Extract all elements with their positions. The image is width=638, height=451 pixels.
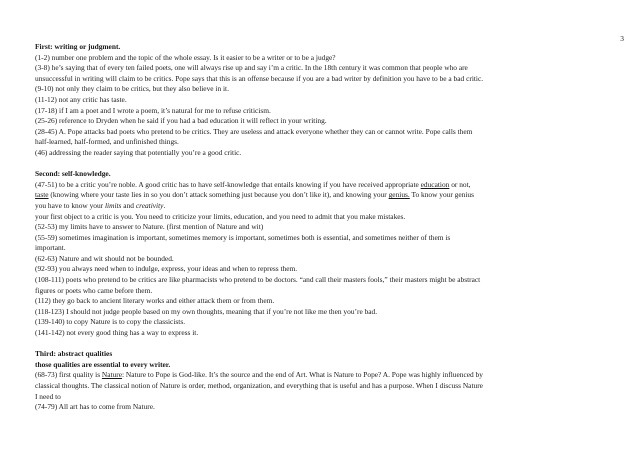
note-line: (141-142) not every good thing has a way to express it. [35,328,199,338]
note-line: I need to [35,391,61,401]
section-abstract-qualities [35,349,607,413]
note-line: (1-2) number one problem and the topic of the whole essay. Is it easier to be a writer or to be a judge? [35,52,336,62]
section-heading: First: writing or judgment. [35,42,121,51]
page-number: 3 [620,34,624,43]
note-line: half-learned, half-formed, and unfinished things. [35,137,179,147]
underlined-term-taste: taste [35,190,49,200]
section-subheading: those qualities are essential to every writer. [35,359,171,369]
note-line: classical thoughts. The classical notion of Nature is order, method, organization, and everything that is useful and has a purpose. When I discuss Nature [35,381,483,390]
note-line: (139-140) to copy Nature is to copy the classicists. [35,317,186,327]
text-run: and [121,200,136,210]
underlined-term-education: education [420,179,450,189]
note-line: (55-59) sometimes imagination is important, sometimes memory is important, sometimes both is essential, and sometimes neither of them is [35,232,451,242]
note-line: figures or poets who came before them. [35,285,153,295]
text-run: (47-51) to be a critic you’re noble. A good critic has to have self-knowledge that entails knowing if you have received appropriate [35,179,421,189]
note-line: (108-111) poets who pretend to be critics are like pharmacists who pretend to be doctors. “and call their masters fools,” their masters might be abstract [35,275,481,285]
note-line: your first object to a critic is you. You need to criticize your limits, education, and you need to admit that you make mistakes. [35,211,406,221]
text-run: (68-73) first quality is [35,370,102,380]
section-heading: Third: abstract qualities [35,349,113,359]
note-line: (17-18) if I am a poet and I wrote a poem, it’s natural for me to refuse criticism. [35,105,271,115]
note-line: (25-26) reference to Dryden when he said if you had a bad education it will reflect in your writing. [35,116,327,126]
underlined-term-genius: genius. [388,190,410,200]
note-line [35,370,607,381]
italic-term-creativity: creativity [135,200,164,210]
section-self-knowledge [35,169,607,339]
text-run: : Nature to Pope is God-like. It’s the source and the end of Art. What is Nature to Pope? A. Pope was highly influenced by [122,370,483,380]
text-run: To know your genius [409,190,474,200]
note-line [35,201,607,212]
note-line: (52-53) my limits have to answer to Nature. (first mention of Nature and wit) [35,222,264,232]
note-line: (92-93) you always need when to indulge, express, your ideas and when to repress them. [35,264,298,274]
note-line: important. [35,243,66,253]
text-run: (knowing where your taste lies in so you don’t attack something just because you don’t like it), and knowing your [48,190,389,200]
text-run: or not, [449,179,471,189]
note-line [35,190,607,201]
note-line: (118-123) I should not judge people based on my own thoughts, meaning that if you’re not like me then you’re bad. [35,306,378,316]
note-line: (28-45) A. Pope attacks bad poets who pretend to be critics. They are useless and attack everyone whether they can or cannot write. Pope calls them [35,126,473,136]
note-line: unsuccessful in writing will claim to be critics. Pope says that this is an offense because if you are a bad writer by definition you have to be a bad critic. [35,73,484,83]
note-line: (74-79) All art has to come from Nature. [35,402,155,412]
note-line: (62-63) Nature and wit should not be bounded. [35,253,174,263]
note-line: (9-10) not only they claim to be critics, but they also believe in it. [35,84,229,94]
text-run: you have to know your [35,200,105,210]
underlined-term-nature: Nature [101,370,123,380]
note-line: (11-12) not any critic has taste. [35,94,127,104]
note-line: (112) they go back to ancient literary works and either attack them or from them. [35,296,275,306]
text-run: . [163,200,166,210]
note-line [35,180,607,191]
section-heading: Second: self-knowledge. [35,169,111,179]
note-line: (3-8) he’s saying that of every ten failed poets, one will always rise up and say i’m a critic. In the 18th century it was common that people who are [35,63,468,73]
document-body [35,42,607,423]
italic-term-limits: limits [105,200,122,210]
section-writing-or-judgment [35,42,607,159]
note-line: (46) addressing the reader saying that potentially you’re a good critic. [35,147,242,157]
